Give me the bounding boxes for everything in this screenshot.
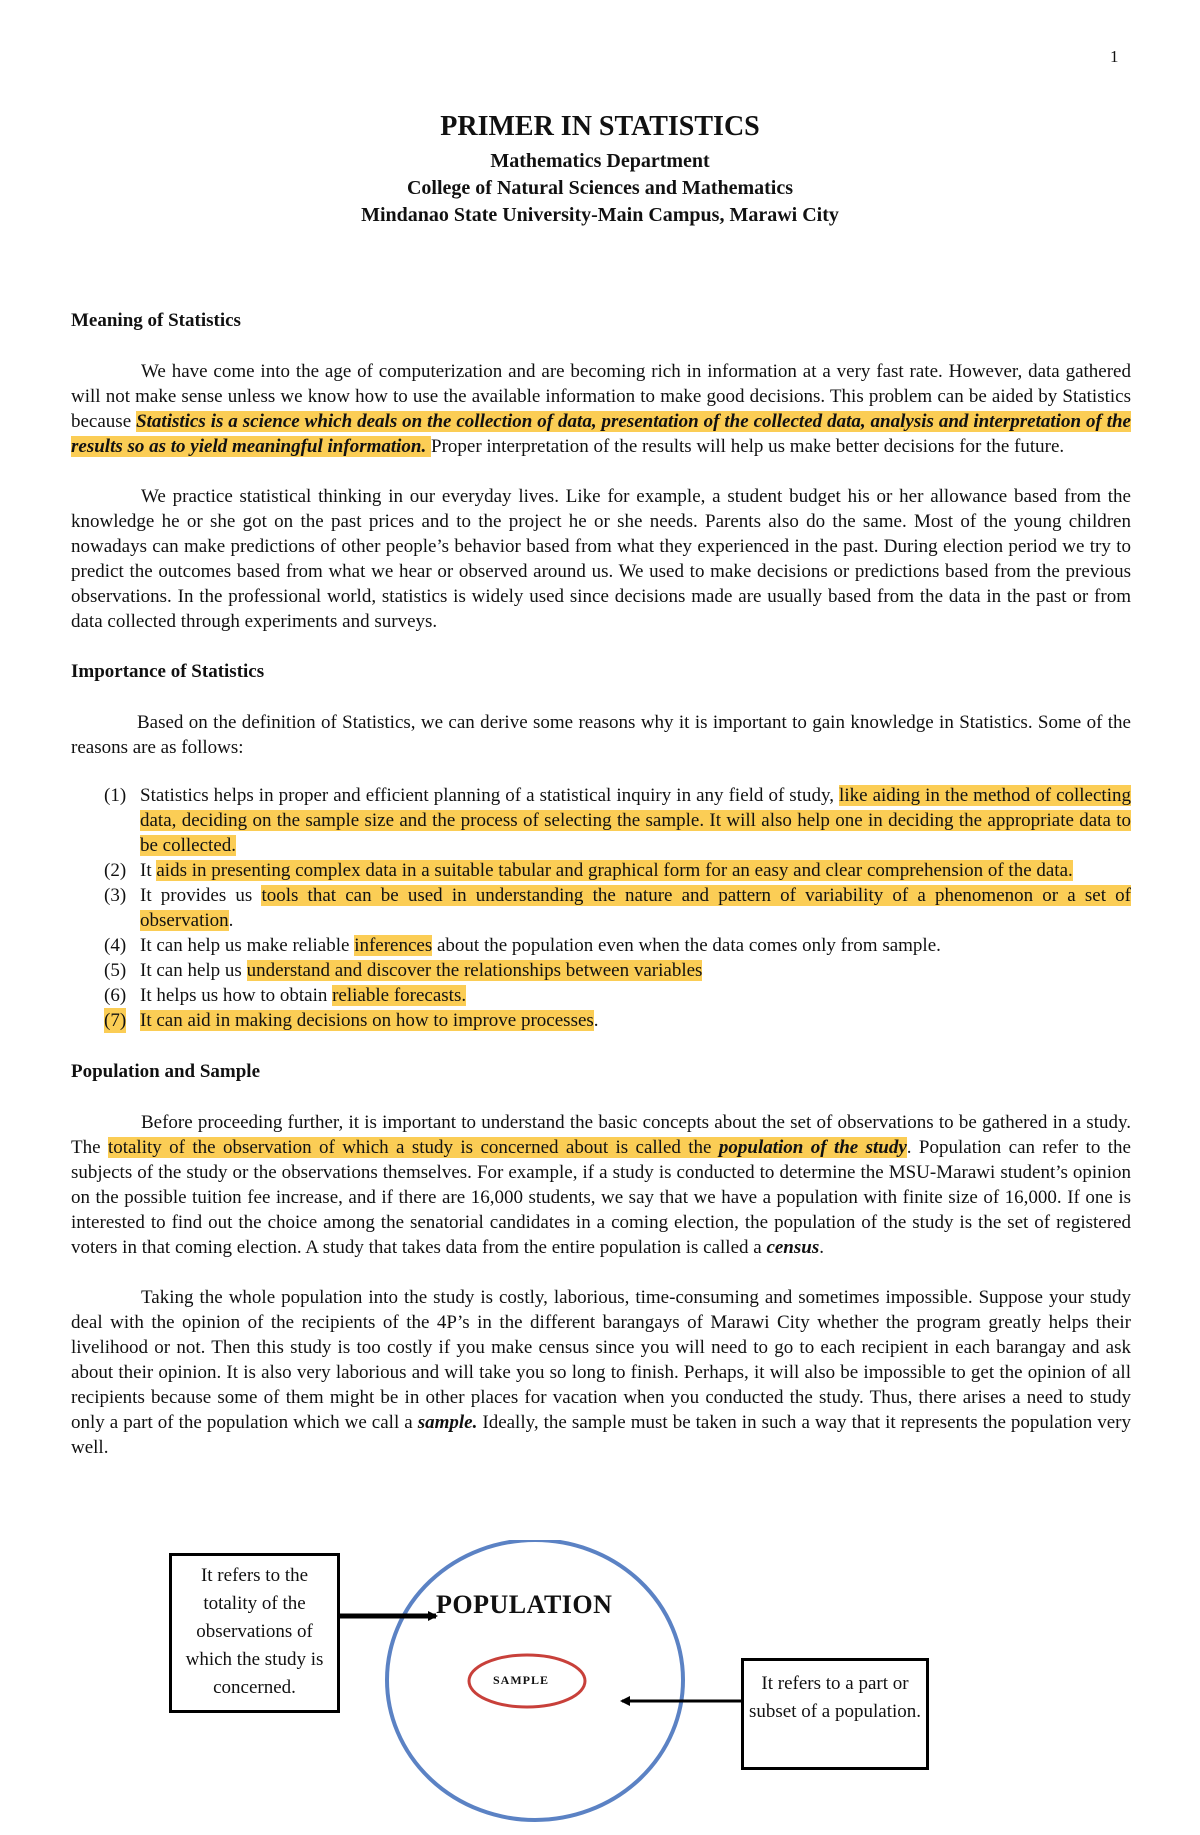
text-span: We have come into the age of computerization and are becoming rich in information at a very fast rate. However, data gathered will not make sense unless we know how to use the available information to make good decisions. This problem can be aided by Statistics because (71, 361, 1131, 432)
list-number: (4) (104, 935, 127, 956)
list-number: (5) (104, 960, 127, 981)
text-span: Taking the whole population into the study is costly, laborious, time-consuming and sometimes impossible. Suppose your study deal with the opinion of the recipients of the 4P’s in the different barangays of Marawi City whether the program greatly helps their livelihood or not. Then this study is too costly if you make census since you will need to go to each recipient in each barangay and ask about their opinion. It is also very laborious and will take you so long to finish. Perhaps, it will also be impossible to get the opinion of all recipients because some of them might be in other places for vacation when you conducted the study. Thus, there arises a need to study only a part of the population which we call a (71, 1287, 1131, 1433)
population-paragraph-1 (71, 1110, 1131, 1260)
section-heading-population: Population and Sample (71, 1061, 260, 1082)
highlighted-definition: Statistics is a science which deals on the collection of data, presentation of the collected data, analysis and interpretation of the results so as to yield meaningful information. (71, 411, 1131, 457)
page-number: 1 (1110, 47, 1119, 66)
sample-definition-box: It refers to a part or subset of a population. (741, 1658, 929, 1770)
text-span: It helps us how to obtain (140, 985, 333, 1006)
highlighted-text: totality of the observation of which a study is concerned about is called the (107, 1137, 719, 1158)
main-content (71, 308, 1131, 1485)
section-heading-importance: Importance of Statistics (71, 661, 265, 682)
sample-label: SAMPLE (493, 1673, 550, 1687)
text-span: . (228, 910, 234, 931)
list-number: (1) (104, 785, 127, 806)
department-line: Mathematics Department (490, 150, 710, 172)
text-span: Proper interpretation of the results will help us make better decisions for the future. (431, 436, 1065, 457)
text-span: Ideally, the sample must be taken in such a way that it represents the population very well. (71, 1412, 1131, 1458)
university-line: Mindanao State University-Main Campus, Marawi City (361, 204, 839, 226)
list-number: (7) (104, 1010, 127, 1031)
text-span: It (140, 860, 157, 881)
list-item (104, 858, 1131, 883)
importance-intro: Based on the definition of Statistics, we can derive some reasons why it is important to gain knowledge in Statistics. Some of the reasons are as follows: (71, 712, 1131, 758)
list-number: (6) (104, 985, 127, 1006)
highlighted-text: reliable forecasts. (332, 985, 467, 1006)
list-item (104, 933, 1131, 958)
text-span: . (819, 1237, 824, 1258)
highlighted-text: tools that can be used in understanding the nature and pattern of variability of a phenomenon or a set of observation (140, 885, 1131, 931)
list-item (104, 958, 1131, 983)
list-number: (3) (104, 885, 127, 906)
list-item (104, 883, 1131, 933)
text-span: . Population can refer to the subjects of the study or the observations themselves. For example, if a study is conducted to determine the MSU-Marawi student’s opinion on the possible tuition fee increase, and if there are 16,000 students, we say that we have a population with finite size of 16,000. If one is interested to find out the choice among the senatorial candidates in a coming election, the population of the study is the set of registered voters in that coming election. A study that takes data from the entire population is called a (71, 1137, 1131, 1258)
highlighted-text: It can aid in making decisions on how to improve processes (140, 1010, 594, 1031)
meaning-paragraph-1 (71, 359, 1131, 459)
reasons-list (71, 783, 1131, 1033)
population-definition-box: It refers to the totality of the observations of which the study is concerned. (169, 1553, 340, 1713)
text-span: . (593, 1010, 599, 1031)
college-line: College of Natural Sciences and Mathematics (406, 177, 794, 199)
highlighted-text: aids in presenting complex data in a suitable tabular and graphical form for an easy and clear comprehension of the data. (156, 860, 1073, 881)
list-number: (2) (104, 860, 127, 881)
population-paragraph-2 (71, 1285, 1131, 1460)
text-span: It can help us (140, 960, 247, 981)
list-item (104, 983, 1131, 1008)
highlighted-text: like aiding in the method of collecting data, deciding on the sample size and the process of selecting the sample. It will also help one in deciding the appropriate data to be collected. (140, 785, 1131, 856)
text-span: It can help us make reliable (140, 935, 355, 956)
highlighted-text: inferences (354, 935, 433, 956)
population-label: POPULATION (436, 1590, 613, 1619)
highlighted-term: population of the study (718, 1137, 907, 1158)
highlighted-text: understand and discover the relationships between variables (246, 960, 703, 981)
meaning-paragraph-2: We practice statistical thinking in our everyday lives. Like for example, a student budget his or her allowance based from the knowledge he or she got on the past prices and to the project he or she needs. Parents also do the same. Most of the young children nowadays can make predictions of other people’s behavior based from what they experienced in the past. During election period we try to predict the outcomes based from what we hear or observed around us. We used to make decisions or predictions based from the previous observations. In the professional world, statistics is widely used since decisions made are usually based from the data in the past or from data collected through experiments and surveys. (71, 486, 1131, 632)
text-span: about the population even when the data comes only from sample. (432, 935, 941, 956)
list-item (104, 783, 1131, 858)
document-title: PRIMER IN STATISTICS (440, 111, 760, 142)
term-sample: sample. (417, 1412, 478, 1433)
list-item (104, 1008, 1131, 1033)
text-span: It provides us (140, 885, 262, 906)
section-heading-meaning: Meaning of Statistics (71, 310, 241, 331)
text-span: Statistics helps in proper and efficient planning of a statistical inquiry in any field of study, (140, 785, 840, 806)
term-census: census (766, 1237, 820, 1258)
text-span: Before proceeding further, it is important to understand the basic concepts about the set of observations to be gathered in a study. The (71, 1112, 1131, 1158)
header-block (0, 110, 1200, 229)
